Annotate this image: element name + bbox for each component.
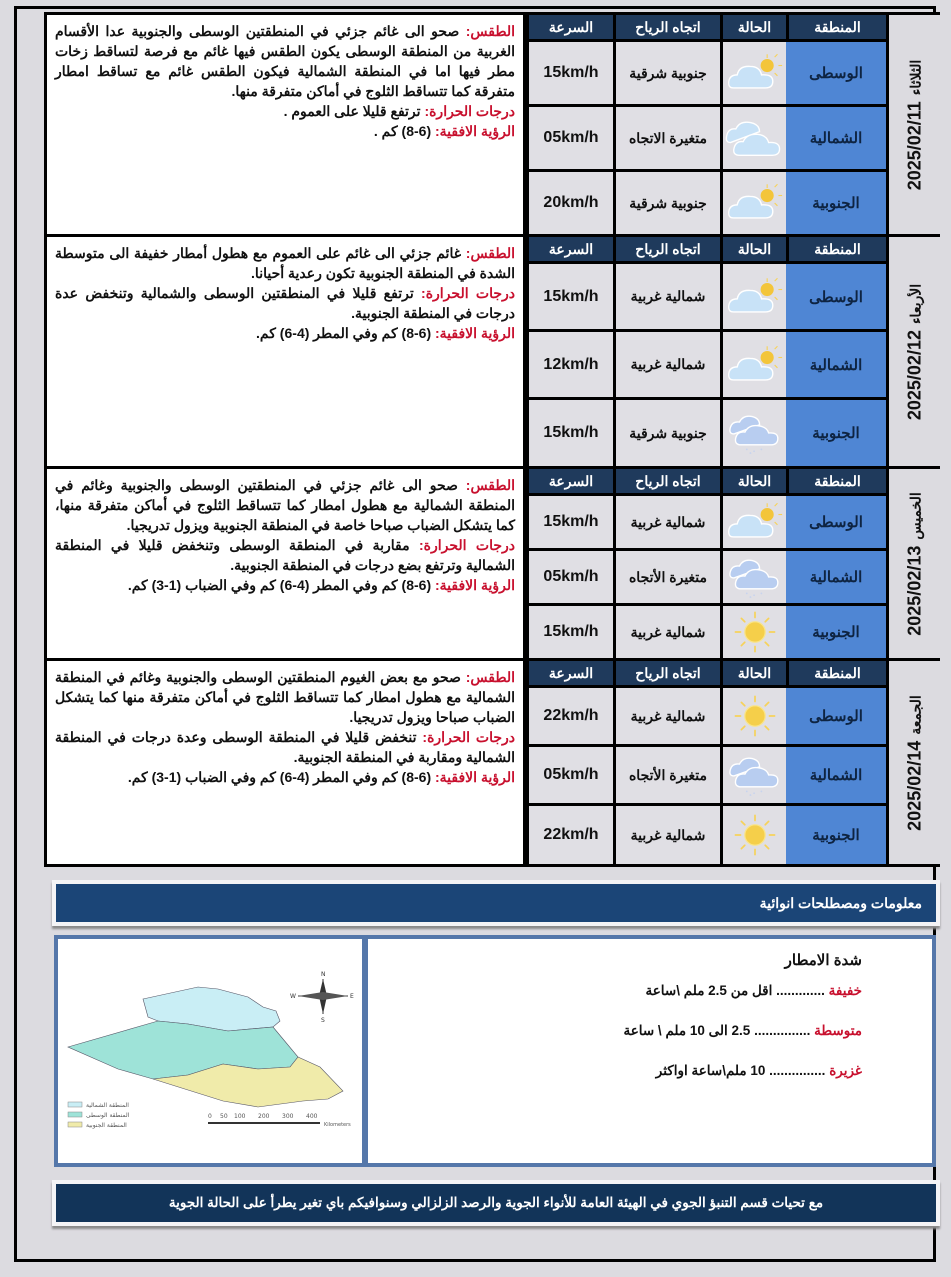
rain-item-key: خفيفة (828, 983, 862, 998)
region-cell: الوسطى (786, 264, 886, 329)
rain-item-key: متوسطة (814, 1023, 862, 1038)
temperature-paragraph (55, 535, 515, 575)
sun-icon (720, 806, 786, 864)
rain-item-light (368, 983, 862, 999)
legend-north: المنطقة الشمالية (86, 1102, 129, 1109)
forecast-table (526, 237, 886, 466)
partly-cloudy-icon (720, 496, 786, 548)
temperature-paragraph (55, 283, 515, 323)
date-value: 2025/02/14 (904, 740, 924, 831)
header-speed: السرعة (526, 661, 613, 685)
rain-item-key: غزيرة (829, 1063, 862, 1078)
scale-100: 100 (234, 1113, 246, 1120)
region-cell: الشمالية (786, 747, 886, 803)
temperature-text: ترتفع قليلا في المنطقتين الوسطى والشمالية وتنخفض عدة درجات في المنطقة الجنوبية. (55, 285, 515, 321)
footer-banner (52, 1180, 940, 1226)
table-row (526, 169, 886, 234)
visibility-text: (6-8) كم وفي المطر (4-6) كم. (256, 325, 432, 341)
forecast-table (526, 469, 886, 658)
rain-item-moderate (368, 1023, 862, 1039)
wind-speed-cell: 15km/h (526, 42, 613, 104)
rain-cloud-icon (720, 400, 786, 466)
compass-icon (290, 971, 354, 1024)
wind-direction-cell: جنوبية شرقية (613, 42, 720, 104)
rain-item-value: ............. اقل من 2.5 ملم \ساعة (645, 983, 825, 998)
wind-speed-cell: 15km/h (526, 400, 613, 466)
weather-paragraph (55, 243, 515, 283)
region-cell: الوسطى (786, 42, 886, 104)
partly-cloudy-icon (720, 42, 786, 104)
map-scale-bar (208, 1113, 351, 1128)
scale-50: 50 (220, 1113, 228, 1120)
header-state: الحالة (720, 661, 786, 685)
scale-0: 0 (208, 1113, 212, 1120)
date-label (904, 492, 925, 635)
header-region: المنطقة (786, 15, 886, 39)
wind-direction-cell: جنوبية شرقية (613, 400, 720, 466)
table-row (526, 261, 886, 329)
forecast-day (44, 12, 940, 237)
region-cell: الجنوبية (786, 172, 886, 234)
table-row (526, 39, 886, 104)
forecast-day (44, 237, 940, 469)
wind-speed-cell: 22km/h (526, 806, 613, 864)
sun-icon (720, 688, 786, 744)
table-row (526, 548, 886, 603)
table-row (526, 685, 886, 744)
wind-speed-cell: 20km/h (526, 172, 613, 234)
forecast-description (44, 469, 526, 658)
partly-cloudy-icon (720, 264, 786, 329)
forecast-description (44, 661, 526, 864)
footer-text: مع تحيات قسم التنبؤ الجوي في الهيئة العامة للأنواء الجوية والرصد الزلزالي وسنوافيكم باي تغير يطرأ على الحالة الجوية (168, 1195, 824, 1210)
header-state: الحالة (720, 237, 786, 261)
wind-direction-cell: جنوبية شرقية (613, 172, 720, 234)
forecast-day (44, 469, 940, 661)
rain-item-heavy (368, 1063, 862, 1079)
visibility-label: الرؤية الافقية: (435, 577, 515, 593)
cloudy-icon (720, 107, 786, 169)
table-row (526, 803, 886, 864)
partly-cloudy-icon (720, 172, 786, 234)
header-wind-direction: اتجاه الرياح (613, 469, 720, 493)
weather-label: الطقس: (465, 245, 516, 261)
visibility-label: الرؤية الافقية: (435, 325, 515, 341)
wind-speed-cell: 05km/h (526, 747, 613, 803)
weather-label: الطقس: (465, 477, 516, 493)
day-name: الجمعة (907, 694, 923, 735)
date-value: 2025/02/13 (904, 545, 924, 636)
day-name: الخميس (907, 491, 923, 540)
rain-cloud-icon (720, 551, 786, 603)
weather-text: غائم جزئي الى غائم على العموم مع هطول أمطار خفيفة الى متوسطة الشدة في المنطقة الجنوبية تكون رعدية أحيانا. (55, 245, 515, 281)
weather-text: صحو الى غائم جزئي في المنطقتين الوسطى والجنوبية عدا الأقسام الغربية من المنطقة الوسطى يكون الطقس فيها غائم مع فرصة لتساقط زخات مطر فيها اما في المنطقة الشمالية فيكون الطقس غائم مع تساقط امطار متفرقة كما تتساقط الثلوج في أماكن متفرقة منها. (55, 23, 515, 99)
header-speed: السرعة (526, 237, 613, 261)
date-column (886, 237, 940, 466)
weather-label: الطقس: (465, 23, 515, 39)
iraq-regions-map (58, 939, 368, 1163)
visibility-text: (6-8) كم وفي المطر (4-6) كم وفي الضباب (1-3) كم. (127, 577, 432, 593)
map-legend (68, 1102, 130, 1129)
temperature-paragraph (55, 727, 515, 767)
table-header-row (526, 237, 886, 261)
rain-intensity (368, 939, 932, 1163)
table-row (526, 493, 886, 548)
visibility-paragraph (55, 121, 515, 141)
wind-direction-cell: شمالية غربية (613, 606, 720, 658)
forecast-description (44, 15, 526, 234)
temperature-text: ترتفع قليلا على العموم . (283, 103, 421, 119)
date-value: 2025/02/12 (904, 329, 924, 420)
wind-direction-cell: شمالية غربية (613, 806, 720, 864)
wind-speed-cell: 12km/h (526, 332, 613, 397)
date-value: 2025/02/11 (904, 100, 924, 190)
weather-paragraph (55, 475, 515, 535)
temperature-text: مقاربة في المنطقة الوسطى وتنخفض قليلا في المنطقة الشمالية وترتفع بضع درجات في المنطقة الجنوبية. (55, 537, 515, 573)
wind-direction-cell: شمالية غربية (613, 496, 720, 548)
compass-n: N (321, 971, 326, 978)
date-column (886, 661, 940, 864)
weather-text: صحو الى غائم جزئي في المنطقتين الوسطى والجنوبية وغائم في المنطقة الشمالية مع هطول امطار كما تتساقط الثلوج في أماكن متفرقة منها، كما يتشكل الضباب صباحا خاصة في المنطقة الجنوبية ويزول تدريجيا. (55, 477, 515, 533)
sun-icon (720, 606, 786, 658)
date-column (886, 15, 940, 234)
header-speed: السرعة (526, 15, 613, 39)
wind-direction-cell: متغيرة الاتجاه (613, 107, 720, 169)
forecast-day (44, 661, 940, 867)
info-banner-title: معلومات ومصطلحات انوائية (759, 894, 922, 911)
map-svg (58, 939, 358, 1163)
table-header-row (526, 15, 886, 39)
info-banner (52, 880, 940, 926)
date-label (904, 695, 925, 831)
region-cell: الجنوبية (786, 400, 886, 466)
temperature-label: درجات الحرارة: (422, 729, 515, 745)
region-cell: الجنوبية (786, 606, 886, 658)
info-panel (54, 935, 936, 1167)
compass-e: E (350, 993, 354, 1000)
table-row (526, 329, 886, 397)
table-row (526, 104, 886, 169)
legend-south: المنطقة الجنوبية (86, 1122, 127, 1129)
weather-label: الطقس: (465, 669, 515, 685)
forecast-table (526, 661, 886, 864)
rain-item-value: ............... 2.5 الى 10 ملم \ ساعة (623, 1023, 811, 1038)
scale-unit: Kilometers (324, 1122, 351, 1128)
rain-item-value: ............... 10 ملم\ساعة اواكثر (655, 1063, 826, 1078)
region-cell: الشمالية (786, 332, 886, 397)
visibility-paragraph (55, 323, 515, 343)
wind-direction-cell: شمالية غربية (613, 332, 720, 397)
temperature-label: درجات الحرارة: (424, 103, 515, 119)
visibility-label: الرؤية الافقية: (435, 769, 515, 785)
visibility-paragraph (55, 767, 515, 787)
wind-direction-cell: شمالية غربية (613, 688, 720, 744)
wind-direction-cell: متغيرة الأتجاه (613, 551, 720, 603)
forecast-table (526, 15, 886, 234)
day-name: الثلاثاء (907, 59, 923, 95)
wind-speed-cell: 15km/h (526, 606, 613, 658)
wind-direction-cell: شمالية غربية (613, 264, 720, 329)
wind-speed-cell: 15km/h (526, 264, 613, 329)
header-wind-direction: اتجاه الرياح (613, 15, 720, 39)
region-cell: الشمالية (786, 551, 886, 603)
table-row (526, 603, 886, 658)
header-state: الحالة (720, 469, 786, 493)
compass-s: S (321, 1017, 325, 1024)
forecast-description (44, 237, 526, 466)
table-header-row (526, 661, 886, 685)
temperature-paragraph (55, 101, 515, 121)
temperature-text: تنخفض قليلا في المنطقة الوسطى وعدة درجات في المنطقة الشمالية ومقاربة في المنطقة الجنوبية. (55, 729, 515, 765)
header-region: المنطقة (786, 469, 886, 493)
compass-w: W (290, 993, 296, 1000)
wind-speed-cell: 22km/h (526, 688, 613, 744)
temperature-label: درجات الحرارة: (418, 537, 515, 553)
table-row (526, 397, 886, 466)
weather-text: صحو مع بعض الغيوم المنطقتين الوسطى والجنوبية وغائم في المنطقة الشمالية مع هطول امطار كما تتساقط الثلوج في أماكن متفرقة منها كما يتشكل الضباب صباحا ويزول تدريجيا. (55, 669, 515, 725)
wind-speed-cell: 15km/h (526, 496, 613, 548)
scale-200: 200 (258, 1113, 270, 1120)
region-cell: الشمالية (786, 107, 886, 169)
temperature-label: درجات الحرارة: (421, 285, 515, 301)
day-name: الأربعاء (907, 283, 923, 324)
date-column (886, 469, 940, 658)
scale-400: 400 (306, 1113, 318, 1120)
date-label (904, 59, 925, 190)
weather-paragraph (55, 21, 515, 101)
header-region: المنطقة (786, 237, 886, 261)
date-label (904, 283, 925, 419)
table-row (526, 744, 886, 803)
region-cell: الوسطى (786, 496, 886, 548)
partly-cloudy-icon (720, 332, 786, 397)
visibility-text: (6-8) كم . (373, 123, 432, 139)
header-region: المنطقة (786, 661, 886, 685)
weather-paragraph (55, 667, 515, 727)
region-cell: الجنوبية (786, 806, 886, 864)
legend-central: المنطقة الوسطى (86, 1112, 130, 1119)
rain-cloud-icon (720, 747, 786, 803)
scale-300: 300 (282, 1113, 294, 1120)
header-wind-direction: اتجاه الرياح (613, 661, 720, 685)
table-header-row (526, 469, 886, 493)
wind-speed-cell: 05km/h (526, 107, 613, 169)
header-state: الحالة (720, 15, 786, 39)
visibility-label: الرؤية الافقية: (435, 123, 515, 139)
rain-intensity-title: شدة الامطار (784, 952, 862, 969)
wind-direction-cell: متغيرة الأتجاه (613, 747, 720, 803)
visibility-paragraph (55, 575, 515, 595)
wind-speed-cell: 05km/h (526, 551, 613, 603)
header-speed: السرعة (526, 469, 613, 493)
visibility-text: (6-8) كم وفي المطر (4-6) كم وفي الضباب (1-3) كم. (127, 769, 432, 785)
header-wind-direction: اتجاه الرياح (613, 237, 720, 261)
region-cell: الوسطى (786, 688, 886, 744)
